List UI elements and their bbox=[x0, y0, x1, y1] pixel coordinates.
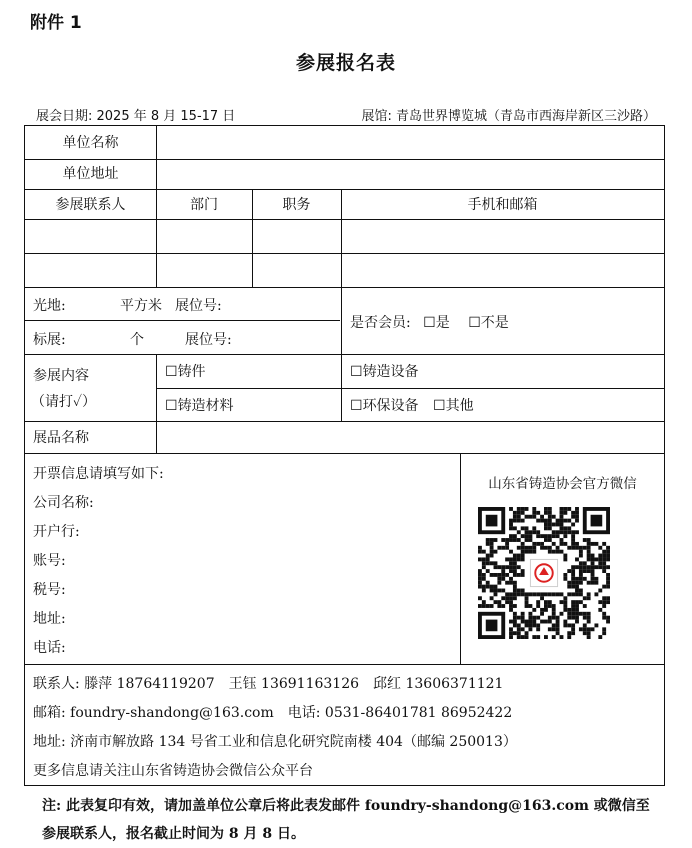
member-question-label: 是否会员: bbox=[350, 315, 411, 331]
exhibition-venue: 展馆: 青岛世界博览城（青岛市西海岸新区三沙路） bbox=[361, 109, 656, 124]
page-title: 参展报名表 bbox=[295, 52, 396, 74]
unit-address-label: 单位地址 bbox=[62, 166, 119, 182]
casting-materials-checkbox[interactable]: ☐ bbox=[165, 398, 178, 414]
wechat-qr-code-icon bbox=[466, 507, 622, 639]
contact-person-header: 参展联系人 bbox=[55, 197, 126, 213]
contacts-line: 联系人: 滕萍 18764119207 王钰 13691163126 邱红 13606371121 bbox=[33, 676, 504, 692]
unit-name-field[interactable] bbox=[157, 127, 663, 158]
casting-materials-label: 铸造材料 bbox=[177, 398, 234, 414]
castings-label: 铸件 bbox=[177, 364, 206, 380]
tax-no-label: 税号: bbox=[33, 582, 66, 598]
department-header: 部门 bbox=[190, 197, 218, 213]
member-question bbox=[350, 315, 509, 331]
invoice-phone-label: 电话: bbox=[33, 640, 66, 656]
member-yes-checkbox[interactable]: ☐ bbox=[423, 315, 436, 331]
booth-no-label-2: 展位号: bbox=[185, 332, 232, 348]
unit-name-label: 单位名称 bbox=[62, 135, 119, 151]
company-name-label: 公司名称: bbox=[33, 495, 94, 511]
follow-wechat-line: 更多信息请关注山东省铸造协会微信公众平台 bbox=[33, 763, 313, 779]
unit-address-field[interactable] bbox=[157, 160, 663, 188]
invoice-address-label: 地址: bbox=[33, 611, 66, 627]
member-no-checkbox[interactable]: ☐ bbox=[468, 315, 481, 331]
contact-row-2[interactable] bbox=[26, 254, 664, 286]
standard-booth-label: 标展: bbox=[33, 332, 66, 348]
phone-email-header: 手机和邮箱 bbox=[467, 197, 538, 213]
email-phone-line: 邮箱: foundry-shandong@163.com 电话: 0531-86401781 86952422 bbox=[33, 705, 513, 721]
content-hint: （请打✓） bbox=[31, 394, 97, 410]
exhibit-name-field[interactable] bbox=[157, 422, 663, 452]
booth-no-label-1: 展位号: bbox=[175, 298, 222, 314]
casting-equipment-label: 铸造设备 bbox=[362, 364, 419, 380]
sqm-label: 平方米 bbox=[120, 298, 162, 314]
member-no-label: 不是 bbox=[480, 315, 509, 331]
bank-label: 开户行: bbox=[33, 524, 80, 540]
attachment-label: 附件 1 bbox=[30, 13, 82, 33]
unit-ge-label: 个 bbox=[130, 332, 144, 348]
raw-space-label: 光地: bbox=[33, 298, 66, 314]
env-equipment-checkbox[interactable]: ☐ bbox=[350, 398, 363, 414]
registration-form-table bbox=[24, 125, 665, 786]
castings-checkbox[interactable]: ☐ bbox=[165, 364, 178, 380]
env-equipment-label: 环保设备 bbox=[362, 398, 419, 414]
other-label: 其他 bbox=[445, 398, 474, 414]
position-header: 职务 bbox=[282, 197, 311, 213]
footer-note: 注: 此表复印有效，请加盖单位公章后将此表发邮件 foundry-shandong@163.com 或微信至参展联系人，报名截止时间为 8 月 8 日。 bbox=[42, 798, 650, 842]
exhibit-name-label: 展品名称 bbox=[33, 430, 89, 446]
content-label: 参展内容 bbox=[33, 368, 89, 384]
invoice-title: 开票信息请填写如下: bbox=[33, 466, 164, 482]
account-label: 账号: bbox=[33, 553, 66, 569]
exhibition-date: 展会日期: 2025 年 8 月 15-17 日 bbox=[36, 109, 236, 124]
contact-row-1[interactable] bbox=[26, 220, 664, 252]
member-yes-label: 是 bbox=[435, 315, 450, 331]
wechat-title: 山东省铸造协会官方微信 bbox=[488, 476, 637, 492]
other-checkbox[interactable]: ☐ bbox=[433, 398, 446, 414]
address-line: 地址: 济南市解放路 134 号省工业和信息化研究院南楼 404（邮编 250013） bbox=[33, 734, 517, 750]
casting-equipment-checkbox[interactable]: ☐ bbox=[350, 364, 363, 380]
